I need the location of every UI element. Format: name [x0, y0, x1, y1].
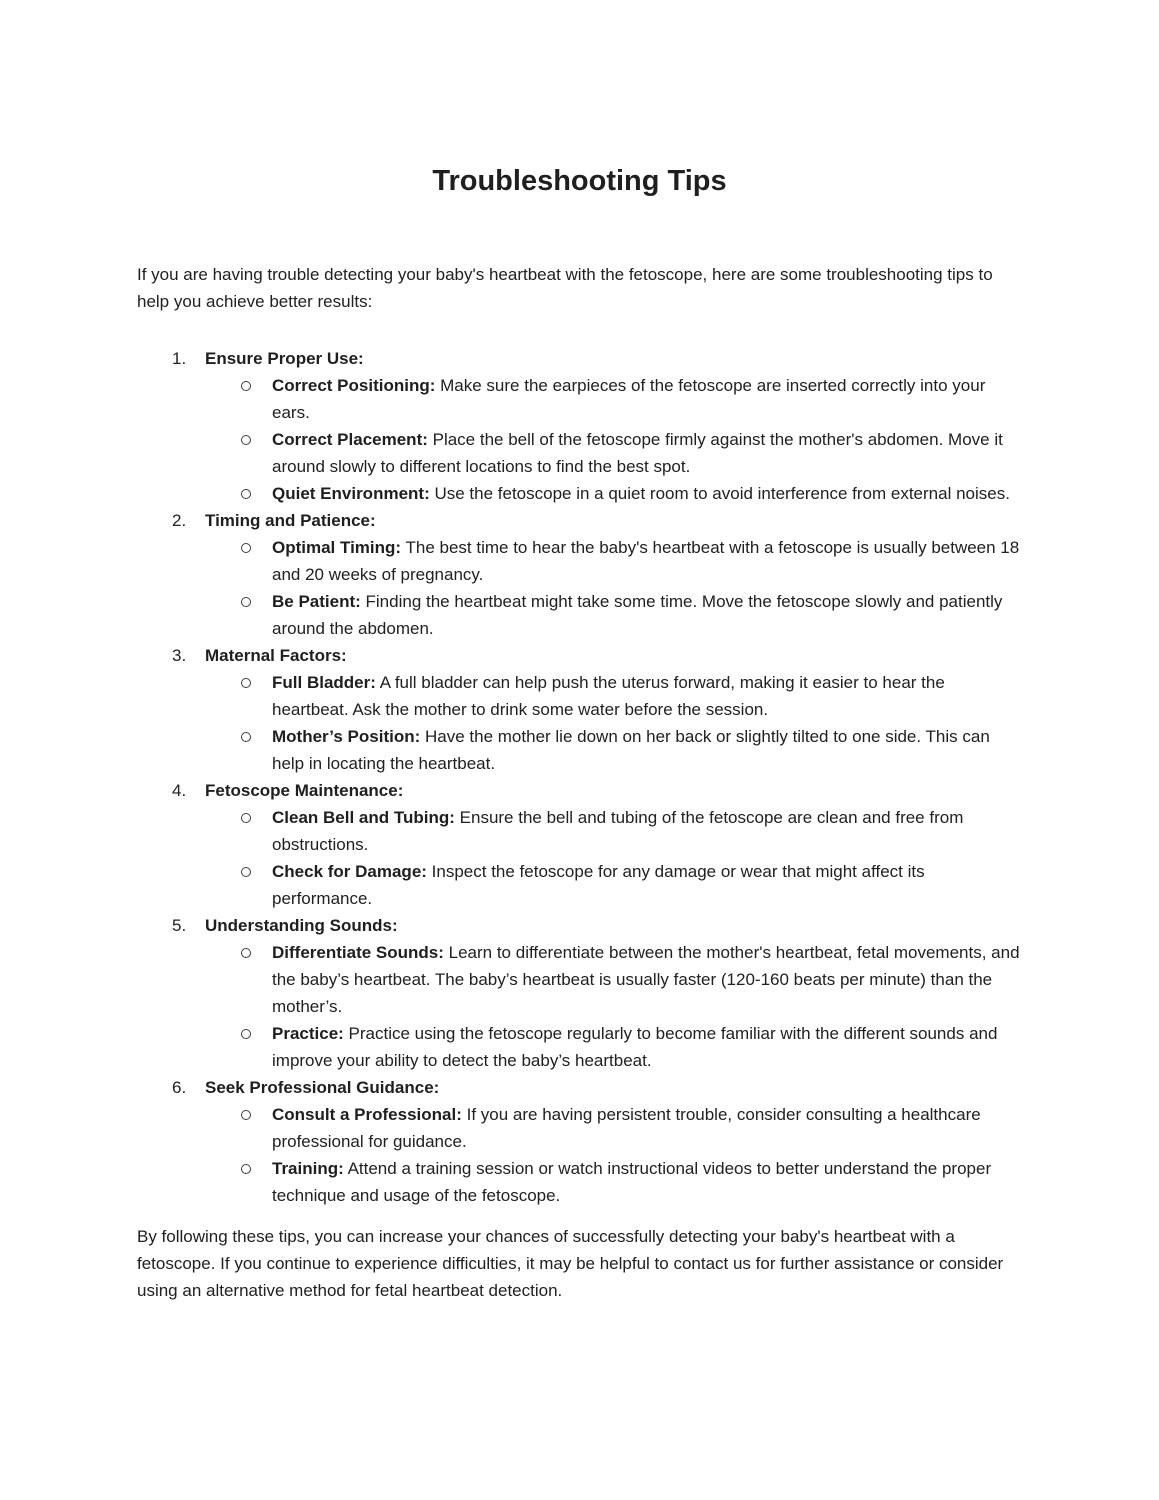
sub-item-label: Quiet Environment:	[272, 484, 430, 503]
list-item	[137, 777, 1022, 804]
sub-item-label: Practice:	[272, 1024, 344, 1043]
troubleshooting-list	[137, 345, 1022, 1209]
list-number: 3.	[172, 646, 187, 665]
list-number: 1.	[172, 349, 187, 368]
sub-item-text	[272, 480, 1022, 507]
sub-item-text	[272, 1155, 1022, 1209]
list-item	[137, 912, 1022, 939]
list-item	[137, 480, 1022, 507]
sub-item-text	[272, 669, 1022, 723]
sub-item-label: Consult a Professional:	[272, 1105, 462, 1124]
sub-item-body: Place the bell of the fetoscope firmly against the mother's abdomen. Move it around slowly to different locations to find the best spot.	[272, 430, 1003, 476]
sub-item-label: Be Patient:	[272, 592, 361, 611]
section-heading: Timing and Patience:	[205, 511, 376, 530]
intro-paragraph: If you are having trouble detecting your baby's heartbeat with the fetoscope, here are some troubleshooting tips to help you achieve better results:	[137, 265, 993, 311]
list-item	[137, 1020, 1022, 1074]
sub-item-label: Training:	[272, 1159, 344, 1178]
sub-item-body: Make sure the earpieces of the fetoscope are inserted correctly into your ears.	[272, 376, 986, 422]
sub-item-text	[272, 1101, 1022, 1155]
bullet-circle-icon	[241, 543, 251, 553]
list-item	[137, 858, 1022, 912]
sub-item-text	[272, 1020, 1022, 1074]
sub-item-body: Use the fetoscope in a quiet room to avoid interference from external noises.	[429, 484, 1010, 503]
sub-item-label: Correct Positioning:	[272, 376, 436, 395]
sub-item-label: Mother’s Position:	[272, 727, 421, 746]
bullet-circle-icon	[241, 489, 251, 499]
sub-item-body: A full bladder can help push the uterus forward, making it easier to hear the heartbeat. Ask the mother to drink some water before the session.	[272, 673, 945, 719]
list-number: 2.	[172, 511, 187, 530]
list-item	[137, 669, 1022, 723]
section-heading: Fetoscope Maintenance:	[205, 781, 404, 800]
list-item	[137, 723, 1022, 777]
bullet-circle-icon	[241, 948, 251, 958]
section-heading: Ensure Proper Use:	[205, 349, 364, 368]
bullet-circle-icon	[241, 1029, 251, 1039]
bullet-circle-icon	[241, 732, 251, 742]
sub-item-text	[272, 939, 1022, 1020]
page-title: Troubleshooting Tips	[432, 165, 727, 197]
sub-item-label: Optimal Timing:	[272, 538, 402, 557]
sub-item-text	[272, 858, 1022, 912]
list-item	[137, 534, 1022, 588]
list-item	[137, 804, 1022, 858]
section-heading: Understanding Sounds:	[205, 916, 398, 935]
sub-item-body: If you are having persistent trouble, consider consulting a healthcare professional for guidance.	[272, 1105, 981, 1151]
bullet-circle-icon	[241, 813, 251, 823]
bullet-circle-icon	[241, 867, 251, 877]
sub-item-body: Ensure the bell and tubing of the fetoscope are clean and free from obstructions.	[272, 808, 964, 854]
list-number: 4.	[172, 781, 187, 800]
sub-item-label: Clean Bell and Tubing:	[272, 808, 455, 827]
sub-item-text	[272, 723, 1022, 777]
section-heading: Maternal Factors:	[205, 646, 347, 665]
sub-item-text	[272, 804, 1022, 858]
sub-item-label: Differentiate Sounds:	[272, 943, 444, 962]
list-item	[137, 588, 1022, 642]
list-item	[137, 345, 1022, 372]
list-item	[137, 372, 1022, 426]
sub-item-body: The best time to hear the baby's heartbeat with a fetoscope is usually between 18 and 20 weeks of pregnancy.	[272, 538, 1020, 584]
list-item	[137, 1101, 1022, 1155]
sub-item-text	[272, 372, 1022, 426]
sub-item-body: Have the mother lie down on her back or slightly tilted to one side. This can help in locating the heartbeat.	[272, 727, 990, 773]
closing-paragraph: By following these tips, you can increase your chances of successfully detecting your baby's heartbeat with a fetoscope. If you continue to experience difficulties, it may be helpful to contact us for further assistance or consider using an alternative method for fetal heartbeat detection.	[137, 1227, 1004, 1300]
sub-item-body: Attend a training session or watch instructional videos to better understand the proper technique and usage of the fetoscope.	[272, 1159, 992, 1205]
sub-item-body: Practice using the fetoscope regularly to become familiar with the different sounds and improve your ability to detect the baby’s heartbeat.	[272, 1024, 998, 1070]
sub-item-body: Inspect the fetoscope for any damage or wear that might affect its performance.	[272, 862, 925, 908]
bullet-circle-icon	[241, 381, 251, 391]
section-heading: Seek Professional Guidance:	[205, 1078, 440, 1097]
bullet-circle-icon	[241, 597, 251, 607]
sub-item-label: Check for Damage:	[272, 862, 427, 881]
sub-item-text	[272, 588, 1022, 642]
list-item	[137, 939, 1022, 1020]
list-item	[137, 507, 1022, 534]
sub-item-text	[272, 534, 1022, 588]
sub-item-label: Full Bladder:	[272, 673, 376, 692]
list-item	[137, 1074, 1022, 1101]
bullet-circle-icon	[241, 1110, 251, 1120]
sub-item-body: Finding the heartbeat might take some time. Move the fetoscope slowly and patiently around the abdomen.	[272, 592, 1003, 638]
bullet-circle-icon	[241, 678, 251, 688]
list-number: 5.	[172, 916, 187, 935]
bullet-circle-icon	[241, 435, 251, 445]
bullet-circle-icon	[241, 1164, 251, 1174]
list-item	[137, 1155, 1022, 1209]
list-number: 6.	[172, 1078, 187, 1097]
list-item	[137, 426, 1022, 480]
sub-item-text	[272, 426, 1022, 480]
list-item	[137, 642, 1022, 669]
sub-item-label: Correct Placement:	[272, 430, 428, 449]
sub-item-body: Learn to differentiate between the mother's heartbeat, fetal movements, and the baby’s heartbeat. The baby’s heartbeat is usually faster (120-160 beats per minute) than the mother’s.	[272, 943, 1020, 1016]
